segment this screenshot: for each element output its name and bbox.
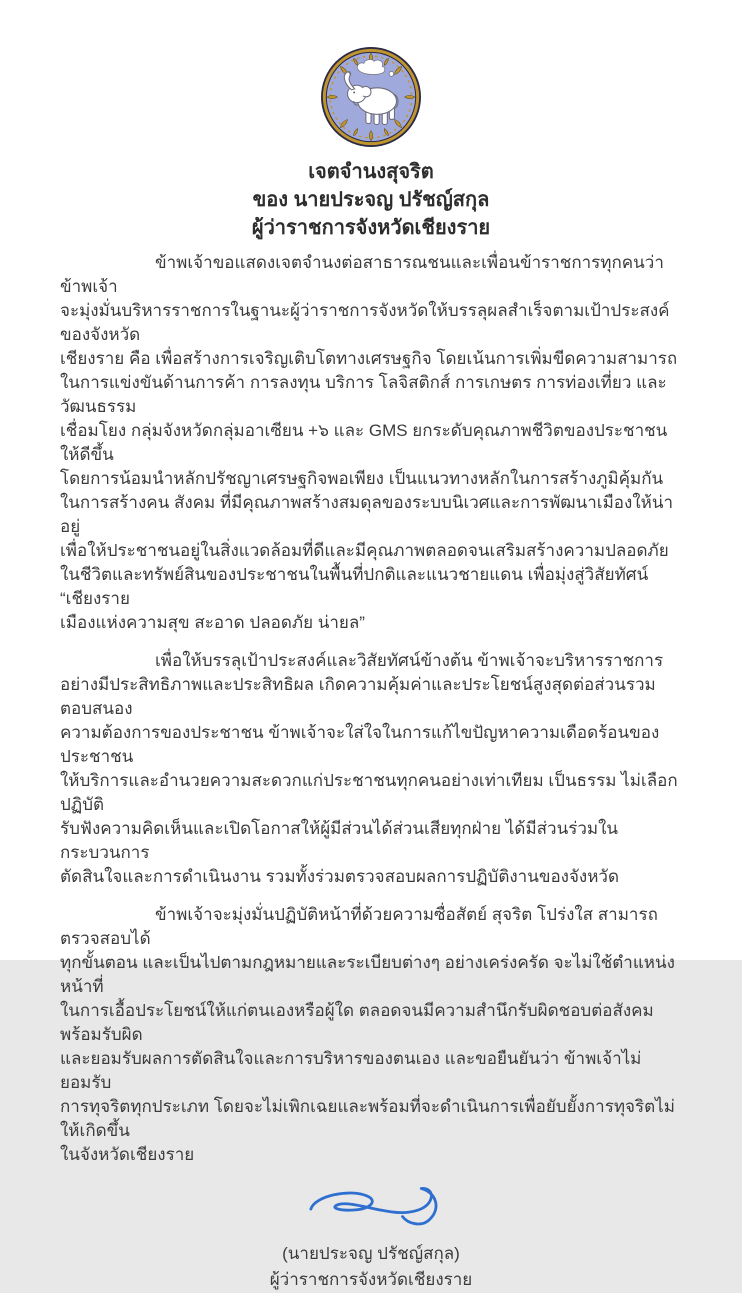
text-line: จะมุ่งมั่นบริหารราชการในฐานะผู้ว่าราชการจังหวัดให้บรรลุผลสำเร็จตามเป้าประสงค์ของจังหวัด — [60, 301, 670, 344]
chiang-rai-provincial-seal-icon — [320, 46, 422, 148]
document-title: เจตจำนงสุจริต — [308, 161, 434, 183]
signatory-position: ผู้ว่าราชการจังหวัดเชียงราย — [269, 1270, 473, 1289]
text-line: เพื่อให้ประชาชนอยู่ในสิ่งแวดล้อมที่ดีและมีคุณภาพตลอดจนเสริมสร้างความปลอดภัย — [60, 541, 669, 560]
text-line: ในชีวิตและทรัพย์สินของประชาชนในพื้นที่ปกติและแนวชายแดน เพื่อมุ่งสู่วิสัยทัศน์ “เชียงราย — [60, 565, 649, 608]
text-line: รับฟังความคิดเห็นและเปิดโอกาสให้ผู้มีส่วนได้ส่วนเสียทุกฝ่าย ได้มีส่วนร่วมในกระบวนการ — [60, 819, 619, 862]
paragraph-2 — [60, 649, 682, 889]
text-line: เพื่อให้บรรลุเป้าประสงค์และวิสัยทัศน์ข้างต้น ข้าพเจ้าจะบริหารราชการ — [155, 651, 664, 670]
text-line: ในการเอื้อประโยชน์ให้แก่ตนเองหรือผู้ใด ตลอดจนมีความสำนึกรับผิดชอบต่อสังคม พร้อมรับผิด — [60, 1001, 654, 1044]
text-line: โดยการน้อมนำหลักปรัชญาเศรษฐกิจพอเพียง เป็นแนวทางหลักในการสร้างภูมิคุ้มกัน — [60, 469, 664, 488]
text-line: ข้าพเจ้าขอแสดงเจตจำนงต่อสาธารณชนและเพื่อนข้าราชการทุกคนว่าข้าพเจ้า — [60, 253, 664, 296]
document-author-line: ของ นายประจญ ปรัชญ์สกุล — [252, 189, 490, 211]
emblem-container — [60, 46, 682, 148]
text-line: เมืองแห่งความสุข สะอาด ปลอดภัย น่ายล” — [60, 613, 365, 632]
text-line: ในจังหวัดเชียงราย — [60, 1145, 195, 1164]
text-line: ความต้องการของประชาชน ข้าพเจ้าจะใส่ใจในการแก้ไขปัญหาความเดือดร้อนของประชาชน — [60, 723, 660, 766]
document-author-position-line: ผู้ว่าราชการจังหวัดเชียงราย — [251, 217, 491, 239]
text-line: การทุจริตทุกประเภท โดยจะไม่เพิกเฉยและพร้อมที่จะดำเนินการเพื่อยับยั้งการทุจริตไม่ให้เกิดขึ้น — [60, 1097, 675, 1140]
document-body — [60, 251, 682, 1167]
text-line: ในการสร้างคน สังคม ที่มีคุณภาพสร้างสมดุลของระบบนิเวศและการพัฒนาเมืองให้น่าอยู่ — [60, 493, 673, 536]
signatory-name: (นายประจญ ปรัชญ์สกุล) — [282, 1244, 460, 1263]
text-line: ข้าพเจ้าจะมุ่งมั่นปฏิบัติหน้าที่ด้วยความซื่อสัตย์ สุจริต โปร่งใส สามารถตรวจสอบได้ — [60, 905, 658, 948]
title-block — [60, 158, 682, 242]
text-line: ให้บริการและอำนวยความสะดวกแก่ประชาชนทุกคนอย่างเท่าเทียม เป็นธรรม ไม่เลือกปฏิบัติ — [60, 771, 678, 814]
text-line: เชียงราย คือ เพื่อสร้างการเจริญเติบโตทางเศรษฐกิจ โดยเน้นการเพิ่มขีดความสามารถ — [60, 349, 678, 368]
text-line: ในการแข่งขันด้านการค้า การลงทุน บริการ โลจิสติกส์ การเกษตร การท่องเที่ยว และวัฒนธรรม — [60, 373, 667, 416]
paragraph-1 — [60, 251, 682, 635]
paragraph-3 — [60, 903, 682, 1167]
handwritten-signature-icon — [296, 1181, 466, 1239]
text-line: และยอมรับผลการตัดสินใจและการบริหารของตนเอง และขอยืนยันว่า ข้าพเจ้าไม่ยอมรับ — [60, 1049, 642, 1092]
text-line: เชื่อมโยง กลุ่มจังหวัดกลุ่มอาเซียน +๖ และ GMS ยกระดับคุณภาพชีวิตของประชาชนให้ดีขึ้น — [60, 421, 668, 464]
signature-block — [60, 1181, 682, 1293]
text-line: ตัดสินใจและการดำเนินงาน รวมทั้งร่วมตรวจสอบผลการปฏิบัติงานของจังหวัด — [60, 867, 620, 886]
text-line: อย่างมีประสิทธิภาพและประสิทธิผล เกิดความคุ้มค่าและประโยชน์สูงสุดต่อส่วนรวม ตอบสนอง — [60, 675, 656, 718]
text-line: ทุกขั้นตอน และเป็นไปตามกฎหมายและระเบียบต่างๆ อย่างเคร่งครัด จะไม่ใช้ตำแหน่งหน้าที่ — [60, 953, 675, 996]
